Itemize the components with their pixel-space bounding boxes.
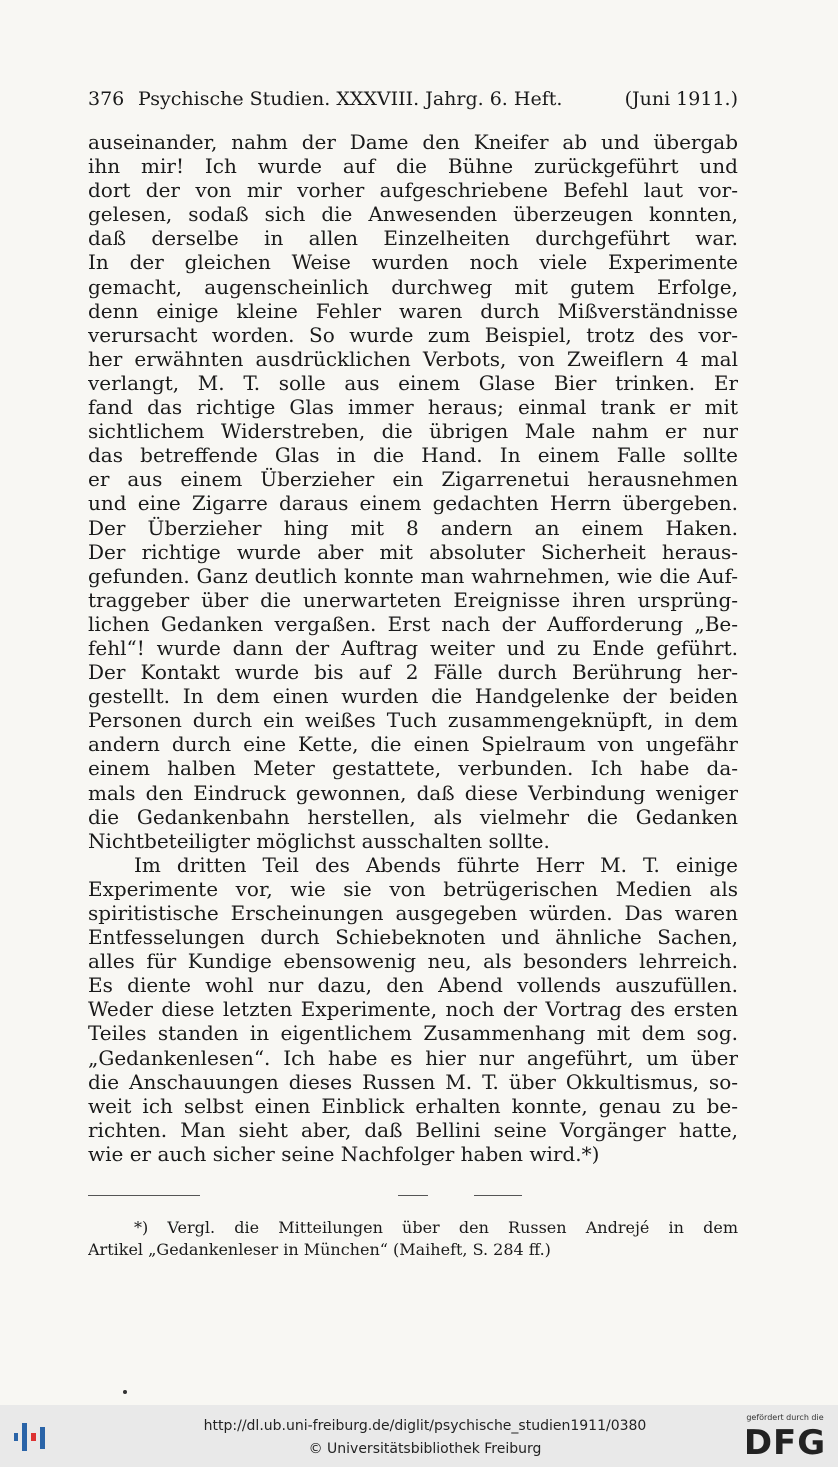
footnote xyxy=(88,1217,738,1261)
text-line: In der gleichen Weise wurden noch viele Experimente xyxy=(88,250,738,275)
text-line: traggeber über die unerwarteten Ereignisse ihren ursprüng- xyxy=(88,587,738,612)
text-line: Experimente vor, wie sie von betrügerischen Medien als xyxy=(88,876,738,901)
journal-title: Psychische Studien. XXXVIII. Jahrg. 6. Heft. xyxy=(138,88,563,110)
copyright-notice: © Universitätsbibliothek Freiburg xyxy=(308,1441,542,1457)
text-line: einem halben Meter gestattete, verbunden. Ich habe da- xyxy=(88,756,738,781)
text-line: Teiles standen in eigentlichem Zusammenhang mit dem sog. xyxy=(88,1021,738,1046)
text-line: das betreffende Glas in die Hand. In einem Falle sollte xyxy=(88,443,738,468)
text-line: alles für Kundige ebensowenig neu, als besonders lehrreich. xyxy=(88,949,738,974)
text-line: er aus einem Überzieher ein Zigarrenetui herausnehmen xyxy=(88,467,738,492)
text-line: gestellt. In dem einen wurden die Handgelenke der beiden xyxy=(88,684,738,709)
issue-date: (Juni 1911.) xyxy=(624,88,738,110)
text-line: „Gedankenlesen“. Ich habe es hier nur angeführt, um über xyxy=(88,1045,738,1070)
page-number: 376 xyxy=(88,88,125,110)
text-line: Der Überzieher hing mit 8 andern an einem Haken. xyxy=(88,515,738,540)
footnote-rule xyxy=(88,1195,200,1196)
text-line: richten. Man sieht aber, daß Bellini seine Vorgänger hatte, xyxy=(88,1117,738,1142)
footnote-line: Artikel „Gedankenleser in München“ (Maiheft, S. 284 ff.) xyxy=(88,1240,551,1259)
footnote-rule xyxy=(474,1195,522,1196)
text-line: Im dritten Teil des Abends führte Herr M. T. einige xyxy=(134,852,738,877)
text-line: verursacht worden. So wurde zum Beispiel, trotz des vor- xyxy=(88,322,738,347)
running-header xyxy=(88,88,738,116)
text-line: Nichtbeteiligter möglichst ausschalten sollte. xyxy=(88,828,550,853)
text-line: fand das richtige Glas immer heraus; einmal trank er mit xyxy=(88,395,738,420)
text-line: gemacht, augenscheinlich durchweg mit gutem Erfolge, xyxy=(88,274,738,299)
text-line: spiritistische Erscheinungen ausgegeben würden. Das waren xyxy=(88,901,738,925)
text-line: fehl“! wurde dann der Auftrag weiter und zu Ende geführt. xyxy=(88,635,738,660)
dfg-logo[interactable]: DFG xyxy=(743,1423,827,1463)
text-line: verlangt, M. T. solle aus einem Glase Bier trinken. Er xyxy=(88,370,738,395)
digital-library-logo-icon[interactable] xyxy=(10,1419,52,1455)
text-line: die Anschauungen dieses Russen M. T. über Okkultismus, so- xyxy=(88,1069,738,1094)
text-line: lichen Gedanken vergaßen. Erst nach der Aufforderung „Be- xyxy=(88,611,738,636)
dfg-caption: gefördert durch die xyxy=(746,1413,824,1422)
text-line: Entfesselungen durch Schiebeknoten und ähnliche Sachen, xyxy=(88,925,738,950)
source-url-link[interactable]: http://dl.ub.uni-freiburg.de/diglit/psychische_studien1911/0380 xyxy=(203,1418,647,1434)
text-line: Personen durch ein weißes Tuch zusammengeknüpft, in dem xyxy=(88,708,738,733)
body-text xyxy=(88,130,738,1166)
text-line: ihn mir! Ich wurde auf die Bühne zurückgeführt und xyxy=(88,154,738,179)
text-line: weit ich selbst einen Einblick erhalten konnte, genau zu be- xyxy=(88,1093,738,1118)
text-line: wie er auch sicher seine Nachfolger haben wird.*) xyxy=(88,1141,600,1166)
text-line: die Gedankenbahn herstellen, als vielmehr die Gedanken xyxy=(88,804,738,829)
text-line: daß derselbe in allen Einzelheiten durchgeführt war. xyxy=(88,226,738,251)
text-line: gefunden. Ganz deutlich konnte man wahrnehmen, wie die Auf- xyxy=(88,563,738,588)
text-line: Es diente wohl nur dazu, den Abend vollends auszufüllen. xyxy=(88,973,738,998)
text-line: Der richtige wurde aber mit absoluter Sicherheit heraus- xyxy=(88,539,738,564)
text-line: auseinander, nahm der Dame den Kneifer ab und übergab xyxy=(88,130,738,154)
text-line: andern durch eine Kette, die einen Spielraum von ungefähr xyxy=(88,732,738,757)
text-line: dort der von mir vorher aufgeschriebene Befehl laut vor- xyxy=(88,178,738,203)
text-line: her erwähnten ausdrücklichen Verbots, von Zweiflern 4 mal xyxy=(88,346,738,371)
text-line: mals den Eindruck gewonnen, daß diese Verbindung weniger xyxy=(88,780,738,805)
text-line: Der Kontakt wurde bis auf 2 Fälle durch Berührung her- xyxy=(88,660,738,685)
text-line: Weder diese letzten Experimente, noch der Vortrag des ersten xyxy=(88,997,738,1022)
viewer-footer xyxy=(0,1405,838,1467)
text-line: sichtlichem Widerstreben, die übrigen Male nahm er nur xyxy=(88,419,738,444)
footnote-line: *) Vergl. die Mitteilungen über den Russen Andrejé in dem xyxy=(134,1218,738,1237)
text-line: denn einige kleine Fehler waren durch Mißverständnisse xyxy=(88,298,738,323)
text-line: gelesen, sodaß sich die Anwesenden überzeugen konnten, xyxy=(88,202,738,227)
ink-speck xyxy=(123,1390,127,1394)
footnote-rule xyxy=(398,1195,428,1196)
text-line: und eine Zigarre daraus einem gedachten Herrn übergeben. xyxy=(88,491,738,516)
